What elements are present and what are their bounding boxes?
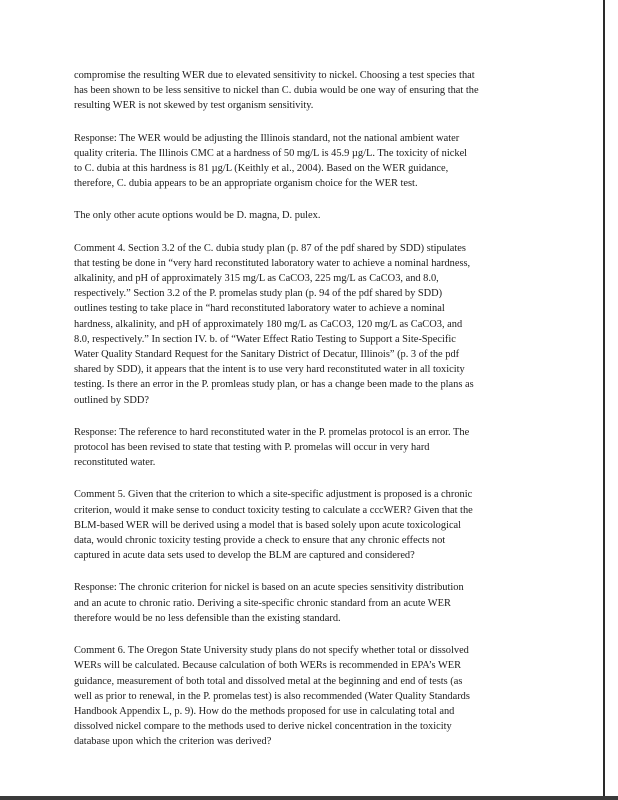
document-body xyxy=(74,68,550,750)
line: shared by SDD), it appears that the intent is to use very hard reconstituted water in all toxicity xyxy=(74,364,465,376)
line: alkalinity, and pH of approximately 315 mg/L as CaCO3, 225 mg/L as CaCO3, and 8.0, xyxy=(74,273,439,285)
line: data, would chronic toxicity testing provide a check to ensure that any chronic effects not xyxy=(74,535,446,547)
paragraph-p3 xyxy=(74,208,550,223)
paragraph-p7-response xyxy=(74,580,550,626)
line: protocol has been revised to state that testing with P. promelas will occur in very hard xyxy=(74,442,430,454)
line: testing. Is there an error in the P. promleas study plan, or has a change been made to the plans as xyxy=(74,379,474,391)
line: outlines testing to take place in “hard reconstituted laboratory water to achieve a nominal xyxy=(74,303,445,315)
scan-edge-bottom xyxy=(0,796,618,800)
line: Water Quality Standard Request for the Sanitary District of Decatur, Illinois” (p. 3 of the pdf xyxy=(74,349,460,361)
paragraph-p5-response xyxy=(74,425,550,471)
line: 8.0, respectively.” In section IV. b. of “Water Effect Ratio Testing to Support a Site-Specific xyxy=(74,333,456,345)
line: Comment 4. Section 3.2 of the C. dubia study plan (p. 87 of the pdf shared by SDD) stipulates xyxy=(74,242,466,254)
line: WERs will be calculated. Because calculation of both WERs is recommended in EPA’s WER xyxy=(74,660,462,672)
line: outlined by SDD? xyxy=(74,394,150,406)
line: therefore would be no less defensible than the existing standard. xyxy=(74,612,341,624)
paragraph-p4-comment-4 xyxy=(74,241,550,408)
line: Response: The chronic criterion for nickel is based on an acute species sensitivity distribution xyxy=(74,582,464,594)
line: Response: The reference to hard reconstituted water in the P. promelas protocol is an error. The xyxy=(74,426,470,438)
line: that testing be done in “very hard reconstituted laboratory water to achieve a nominal hardness, xyxy=(74,257,471,269)
line: resulting WER is not skewed by test organism sensitivity. xyxy=(74,100,314,112)
line: has been shown to be less sensitive to nickel than C. dubia would be one way of ensuring that the xyxy=(74,85,479,97)
line: criterion, would it make sense to conduct toxicity testing to calculate a cccWER? Given that the xyxy=(74,504,473,516)
line: to C. dubia at this hardness is 81 µg/L (Keithly et al., 2004). Based on the WER guidance, xyxy=(74,163,449,175)
line: respectively.” Section 3.2 of the P. promelas study plan (p. 94 of the pdf shared by SDD) xyxy=(74,288,443,300)
line: and an acute to chronic ratio. Deriving a site-specific chronic standard from an acute WER xyxy=(74,597,451,609)
scan-edge-right xyxy=(603,0,605,800)
line: Response: The WER would be adjusting the Illinois standard, not the national ambient water xyxy=(74,132,460,144)
line: therefore, C. dubia appears to be an appropriate organism choice for the WER test. xyxy=(74,178,418,190)
line: reconstituted water. xyxy=(74,457,156,469)
line: Comment 5. Given that the criterion to which a site-specific adjustment is proposed is a chronic xyxy=(74,489,473,501)
line: database upon which the criterion was derived? xyxy=(74,736,272,748)
paragraph-p8-comment-6 xyxy=(74,643,550,749)
line: captured in acute data sets used to develop the BLM are captured and considered? xyxy=(74,550,415,562)
line: Handbook Appendix L, p. 9). How do the methods proposed for use in calculating total and xyxy=(74,705,455,717)
line: well as prior to renewal, in the P. promelas test) is also recommended (Water Quality Standards xyxy=(74,690,470,702)
line: The only other acute options would be D. magna, D. pulex. xyxy=(74,210,321,222)
line: dissolved nickel compare to the methods used to derive nickel concentration in the toxicity xyxy=(74,721,452,733)
paragraph-p2-response xyxy=(74,131,550,192)
paragraph-p6-comment-5 xyxy=(74,487,550,563)
line: hardness, alkalinity, and pH of approximately 180 mg/L as CaCO3, 120 mg/L as CaCO3, and xyxy=(74,318,463,330)
line: compromise the resulting WER due to elevated sensitivity to nickel. Choosing a test species that xyxy=(74,70,475,81)
line: quality criteria. The Illinois CMC at a hardness of 50 mg/L is 45.9 µg/L. The toxicity of nickel xyxy=(74,147,468,159)
line: guidance, measurement of both total and dissolved metal at the beginning and end of tests (as xyxy=(74,675,463,687)
line: Comment 6. The Oregon State University study plans do not specify whether total or dissolved xyxy=(74,645,469,657)
line: BLM-based WER will be derived using a model that is based solely upon acute toxicological xyxy=(74,519,462,531)
paragraph-p1 xyxy=(74,68,550,114)
